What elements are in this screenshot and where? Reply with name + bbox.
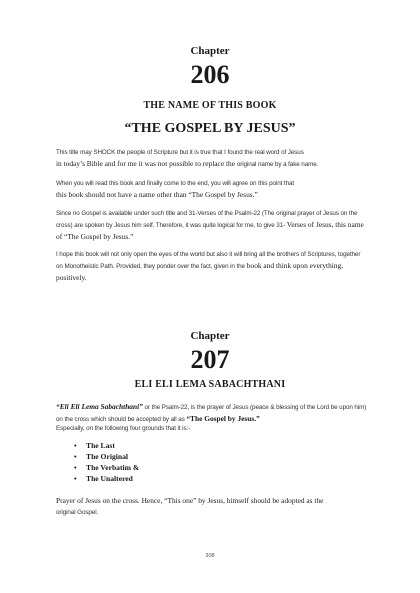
list-item: • The Original — [86, 451, 366, 462]
p3-line-b: Verses of Jesus, this name of “The Gospel by Jesus.” — [56, 220, 364, 241]
chapter-206-paragraph-3 — [56, 207, 368, 242]
grounds-list — [56, 440, 366, 484]
p1-line-a: This title may SHOCK the people of Scripture but it is true that I found the real word of Jesus — [56, 149, 304, 156]
chapter-207-paragraph-2 — [56, 422, 368, 434]
p1-line-b: in today’s Bible and for me it was not possible to replace the — [56, 159, 235, 168]
p2-text: Especially, on the following four grounds that it is:- — [56, 425, 191, 432]
p3-line-a: Prayer of Jesus on the cross. Hence, “This one” by Jesus, himself should be adopted as the — [56, 496, 324, 505]
chapter-206-paragraph-1 — [56, 146, 368, 170]
p4-line-a: I hope this book will not only open the eyes of the world but also it will bring all the brothers of Scriptures, together on Monotheistic Path. Provided, they ponder over the fact, given in the — [56, 251, 361, 270]
chapter-206-paragraph-4 — [56, 248, 368, 283]
chapter-206-number: 206 — [190, 60, 230, 89]
p4-line-b: book and think upon everything, positively. — [56, 261, 344, 282]
chapter-207-number: 207 — [190, 345, 230, 374]
chapter-207-paragraph-3 — [56, 495, 368, 518]
list-item: • The Unaltered — [86, 473, 366, 484]
chapter-207-label: Chapter — [190, 330, 230, 342]
page-number: 308 — [205, 553, 215, 559]
chapter-207-title: ELI ELI LEMA SABACHTHANI — [134, 379, 286, 390]
chapter-206-label: Chapter — [190, 45, 230, 57]
list-item: • The Last — [86, 440, 366, 451]
list-item: • The Verbatim & — [86, 462, 366, 473]
p1-line-c: original name by a fake name. — [236, 161, 319, 168]
chapter-206-paragraph-2 — [56, 177, 368, 200]
chapter-206-title: THE NAME OF THIS BOOK — [143, 100, 277, 111]
p2-line-b: this book should not have a name other than “The Gospel by Jesus.” — [56, 190, 258, 199]
p3-line-b: original Gospel. — [56, 509, 99, 516]
book-title: “THE GOSPEL BY JESUS” — [124, 121, 296, 136]
p1-lead: “Eli Eli Lema Sabachthani” — [56, 402, 143, 411]
p3-line-a: Since no Gospel is available under such title and 31-Verses of the Psalm-22 (The original prayer of Jesus on the cross) are spoken by Jesus him self. Therefore, it was quite logical for me, to give 31- — [56, 210, 358, 229]
p1-bold: “The Gospel by Jesus.” — [186, 414, 260, 423]
p2-line-a: When you will read this book and finally come to the end, you will agree on this point that — [56, 180, 295, 187]
p1-body: or the Psalm-22, is the prayer of Jesus (peace & blessing of the Lord be upon him) on the cross which should be accepted by all as — [56, 404, 367, 423]
